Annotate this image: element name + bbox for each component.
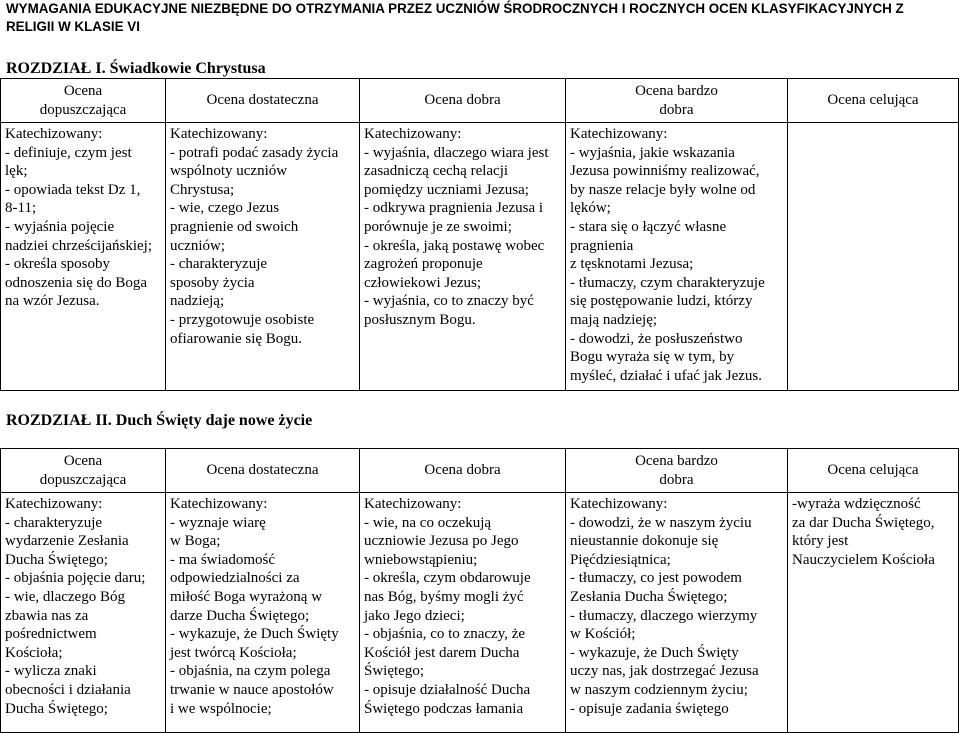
requirements-sufficient: Katechizowany: - charakteryzuje wydarzenie Zesłania Ducha Świętego; - objaśnia pojęcie daru; - wie, dlaczego Bóg zbawia nas za pośrednictwem Kościoła; - wylicza znaki obecności i działania Ducha Świętego; <box>1 493 166 733</box>
chapter-1-heading: ROZDZIAŁ I. Świadkowie Chrystusa <box>6 60 266 77</box>
requirements-good: Katechizowany: - wie, na co oczekują uczniowie Jezusa po Jego wniebowstąpieniu; - określa, czym obdarowuje nas Bóg, byśmy mogli żyć jako Jego dzieci; - objaśnia, co to znaczy, że Kościół jest darem Ducha Świętego; - opisuje działalność Ducha Świętego podczas łamania <box>360 493 566 733</box>
header-grade-excellent: Ocena celująca <box>788 79 959 123</box>
header-grade-very-good: Ocena bardzo dobra <box>566 79 788 123</box>
requirements-satisfactory: Katechizowany: - potrafi podać zasady życia wspólnoty uczniów Chrystusa; - wie, czego Jezus pragnienie od swoich uczniów; - charakteryzuje sposoby życia nadzieją; - przygotowuje osobiste ofiarowanie się Bogu. <box>166 123 360 391</box>
header-grade-sufficient: Ocena dopuszczająca <box>1 449 166 493</box>
table-row <box>1 493 959 733</box>
requirements-satisfactory: Katechizowany: - wyznaje wiarę w Boga; - ma świadomość odpowiedzialności za miłość Boga wyrażoną w darze Ducha Świętego; - wykazuje, że Duch Święty jest twórcą Kościoła; - objaśnia, na czym polega trwanie w nauce apostołów i we wspólnocie; <box>166 493 360 733</box>
requirements-very-good: Katechizowany: - wyjaśnia, jakie wskazania Jezusa powinniśmy realizować, by nasze relacje były wolne od lęków; - stara się o łączyć własne pragnienia z tęsknotami Jezusa; - tłumaczy, czym charakteryzuje się postępowanie ludzi, którzy mają nadzieję; - dowodzi, że posłuszeństwo Bogu wyraża się w tym, by myśleć, działać i ufać jak Jezus. <box>566 123 788 391</box>
requirements-excellent <box>788 123 959 391</box>
header-grade-satisfactory: Ocena dostateczna <box>166 79 360 123</box>
header-grade-good: Ocena dobra <box>360 449 566 493</box>
requirements-excellent: -wyraża wdzięczność za dar Ducha Świętego, który jest Nauczycielem Kościoła <box>788 493 959 733</box>
table-row <box>1 123 959 391</box>
header-grade-sufficient: Ocena dopuszczająca <box>1 79 166 123</box>
header-grade-good: Ocena dobra <box>360 79 566 123</box>
requirements-sufficient: Katechizowany: - definiuje, czym jest lęk; - opowiada tekst Dz 1, 8-11; - wyjaśnia pojęcie nadziei chrześcijańskiej; - określa sposoby odnoszenia się do Boga na wzór Jezusa. <box>1 123 166 391</box>
requirements-very-good: Katechizowany: - dowodzi, że w naszym życiu nieustannie dokonuje się Pięćdziesiątnica; - tłumaczy, co jest powodem Zesłania Ducha Świętego; - tłumaczy, dlaczego wierzymy w Kościół; - wykazuje, że Duch Święty uczy nas, jak dostrzegać Jezusa w naszym codziennym życiu; - opisuje zadania świętego <box>566 493 788 733</box>
chapter-2-table <box>0 448 959 733</box>
chapter-1-table <box>0 78 959 391</box>
document-title: WYMAGANIA EDUKACYJNE NIEZBĘDNE DO OTRZYMANIA PRZEZ UCZNIÓW ŚRODROCZNYCH I ROCZNYCH OCEN KLASYFIKACYJNYCH Z RELIGII W KLASIE VI <box>6 1 904 34</box>
table-header-row <box>1 449 959 493</box>
table-header-row <box>1 79 959 123</box>
header-grade-excellent: Ocena celująca <box>788 449 959 493</box>
header-grade-satisfactory: Ocena dostateczna <box>166 449 360 493</box>
header-grade-very-good: Ocena bardzo dobra <box>566 449 788 493</box>
chapter-2-heading: ROZDZIAŁ II. Duch Święty daje nowe życie <box>6 412 313 429</box>
requirements-good: Katechizowany: - wyjaśnia, dlaczego wiara jest zasadniczą cechą relacji pomiędzy uczniami Jezusa; - odkrywa pragnienia Jezusa i porównuje je ze swoimi; - określa, jaką postawę wobec zagrożeń proponuje człowiekowi Jezus; - wyjaśnia, co to znaczy być posłusznym Bogu. <box>360 123 566 391</box>
